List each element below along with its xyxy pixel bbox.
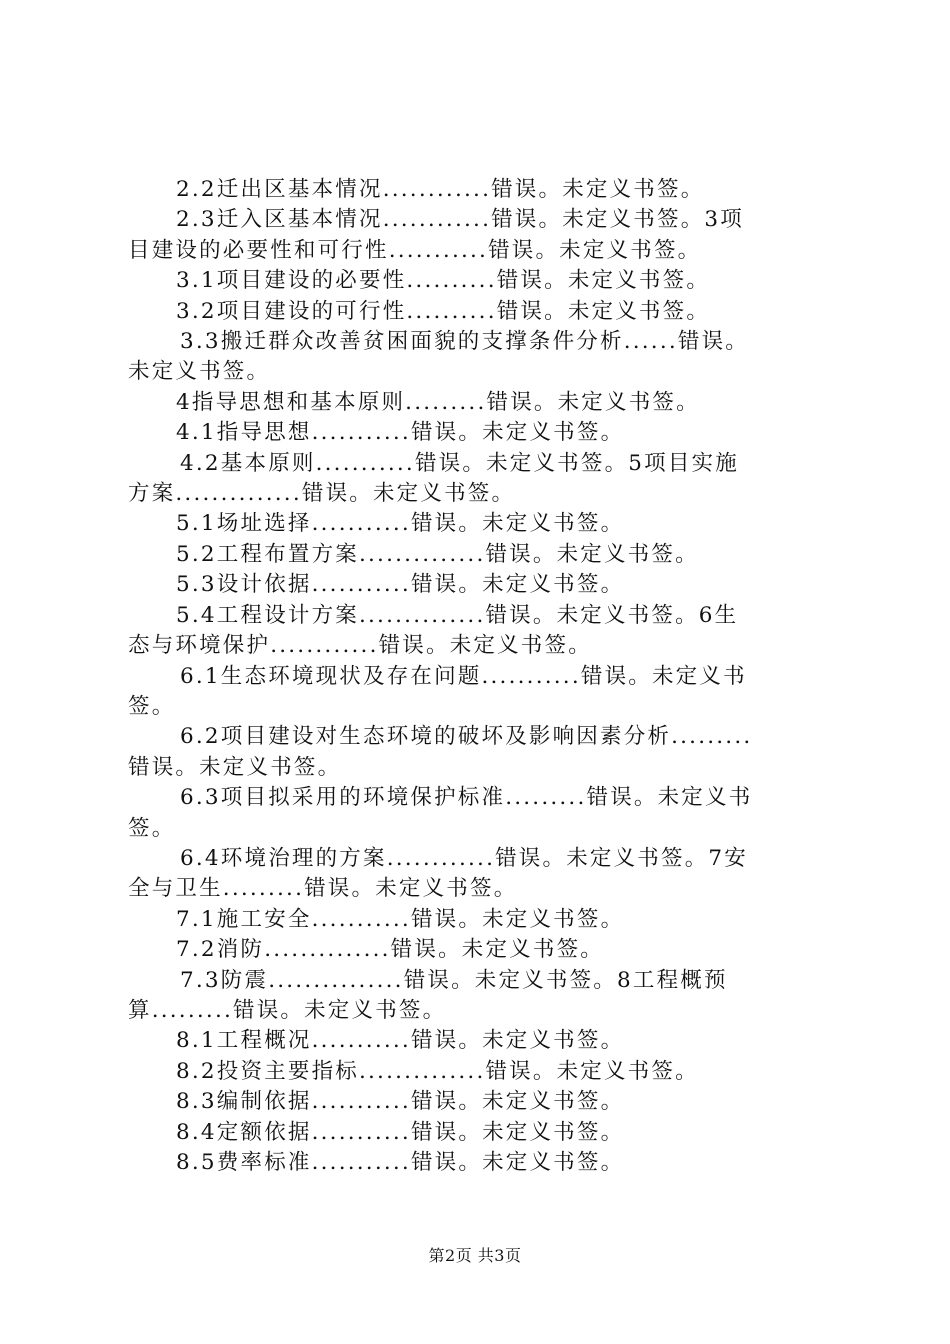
toc-line: 8.2投资主要指标..............错误。未定义书签。 [176,1058,699,1084]
toc-line: 错误。未定义书签。 [128,754,342,780]
page-footer: 第2页 共3页 [428,1246,522,1265]
toc-line: 5.1场址选择...........错误。未定义书签。 [176,511,625,537]
toc-line: 3.2项目建设的可行性..........错误。未定义书签。 [176,298,711,324]
toc-line: 8.4定额依据...........错误。未定义书签。 [176,1119,625,1145]
toc-line: 2.3迁入区基本情况............错误。未定义书签。3项 [176,207,744,233]
toc-line: 8.5费率标准...........错误。未定义书签。 [176,1150,625,1175]
toc-line: 签。 [128,815,176,841]
toc-line: 6.4环境治理的方案............错误。未定义书签。7安 [180,845,748,871]
toc-line: 目建设的必要性和可行性...........错误。未定义书签。 [128,237,702,263]
toc-line: 算.........错误。未定义书签。 [128,997,447,1023]
toc-line: 8.1工程概况...........错误。未定义书签。 [176,1028,625,1054]
toc-line: 未定义书签。 [128,359,271,385]
toc-line: 态与环境保护............错误。未定义书签。 [128,633,592,659]
toc-line: 5.3设计依据...........错误。未定义书签。 [176,572,625,598]
toc-line: 8.3编制依据...........错误。未定义书签。 [176,1089,625,1115]
toc-line: 全与卫生.........错误。未定义书签。 [128,876,518,902]
toc-line: 6.2项目建设对生态环境的破坏及影响因素分析......... [180,724,753,750]
toc-line: 签。 [128,693,176,719]
toc-line: 4指导思想和基本原则.........错误。未定义书签。 [176,389,700,415]
toc-line: 2.2迁出区基本情况............错误。未定义书签。 [176,177,705,202]
toc-line: 7.1施工安全...........错误。未定义书签。 [176,906,625,932]
toc-line: 6.3项目拟采用的环境保护标准.........错误。未定义书 [180,785,753,811]
toc-line: 7.2消防..............错误。未定义书签。 [176,937,604,963]
toc-line: 4.2基本原则...........错误。未定义书签。5项目实施 [180,450,739,476]
toc-line: 7.3防震...............错误。未定义书签。8工程概预 [180,967,728,993]
table-of-contents [128,175,832,1178]
toc-line: 5.2工程布置方案..............错误。未定义书签。 [176,541,699,567]
toc-line: 3.3搬迁群众改善贫困面貌的支撑条件分析......错误。 [180,329,749,355]
toc-line: 3.1项目建设的必要性..........错误。未定义书签。 [176,268,711,294]
toc-line: 4.1指导思想...........错误。未定义书签。 [176,420,625,446]
toc-line: 5.4工程设计方案..............错误。未定义书签。6生 [176,602,739,628]
toc-line: 方案..............错误。未定义书签。 [128,481,516,507]
toc-line: 6.1生态环境现状及存在问题...........错误。未定义书 [180,663,747,689]
